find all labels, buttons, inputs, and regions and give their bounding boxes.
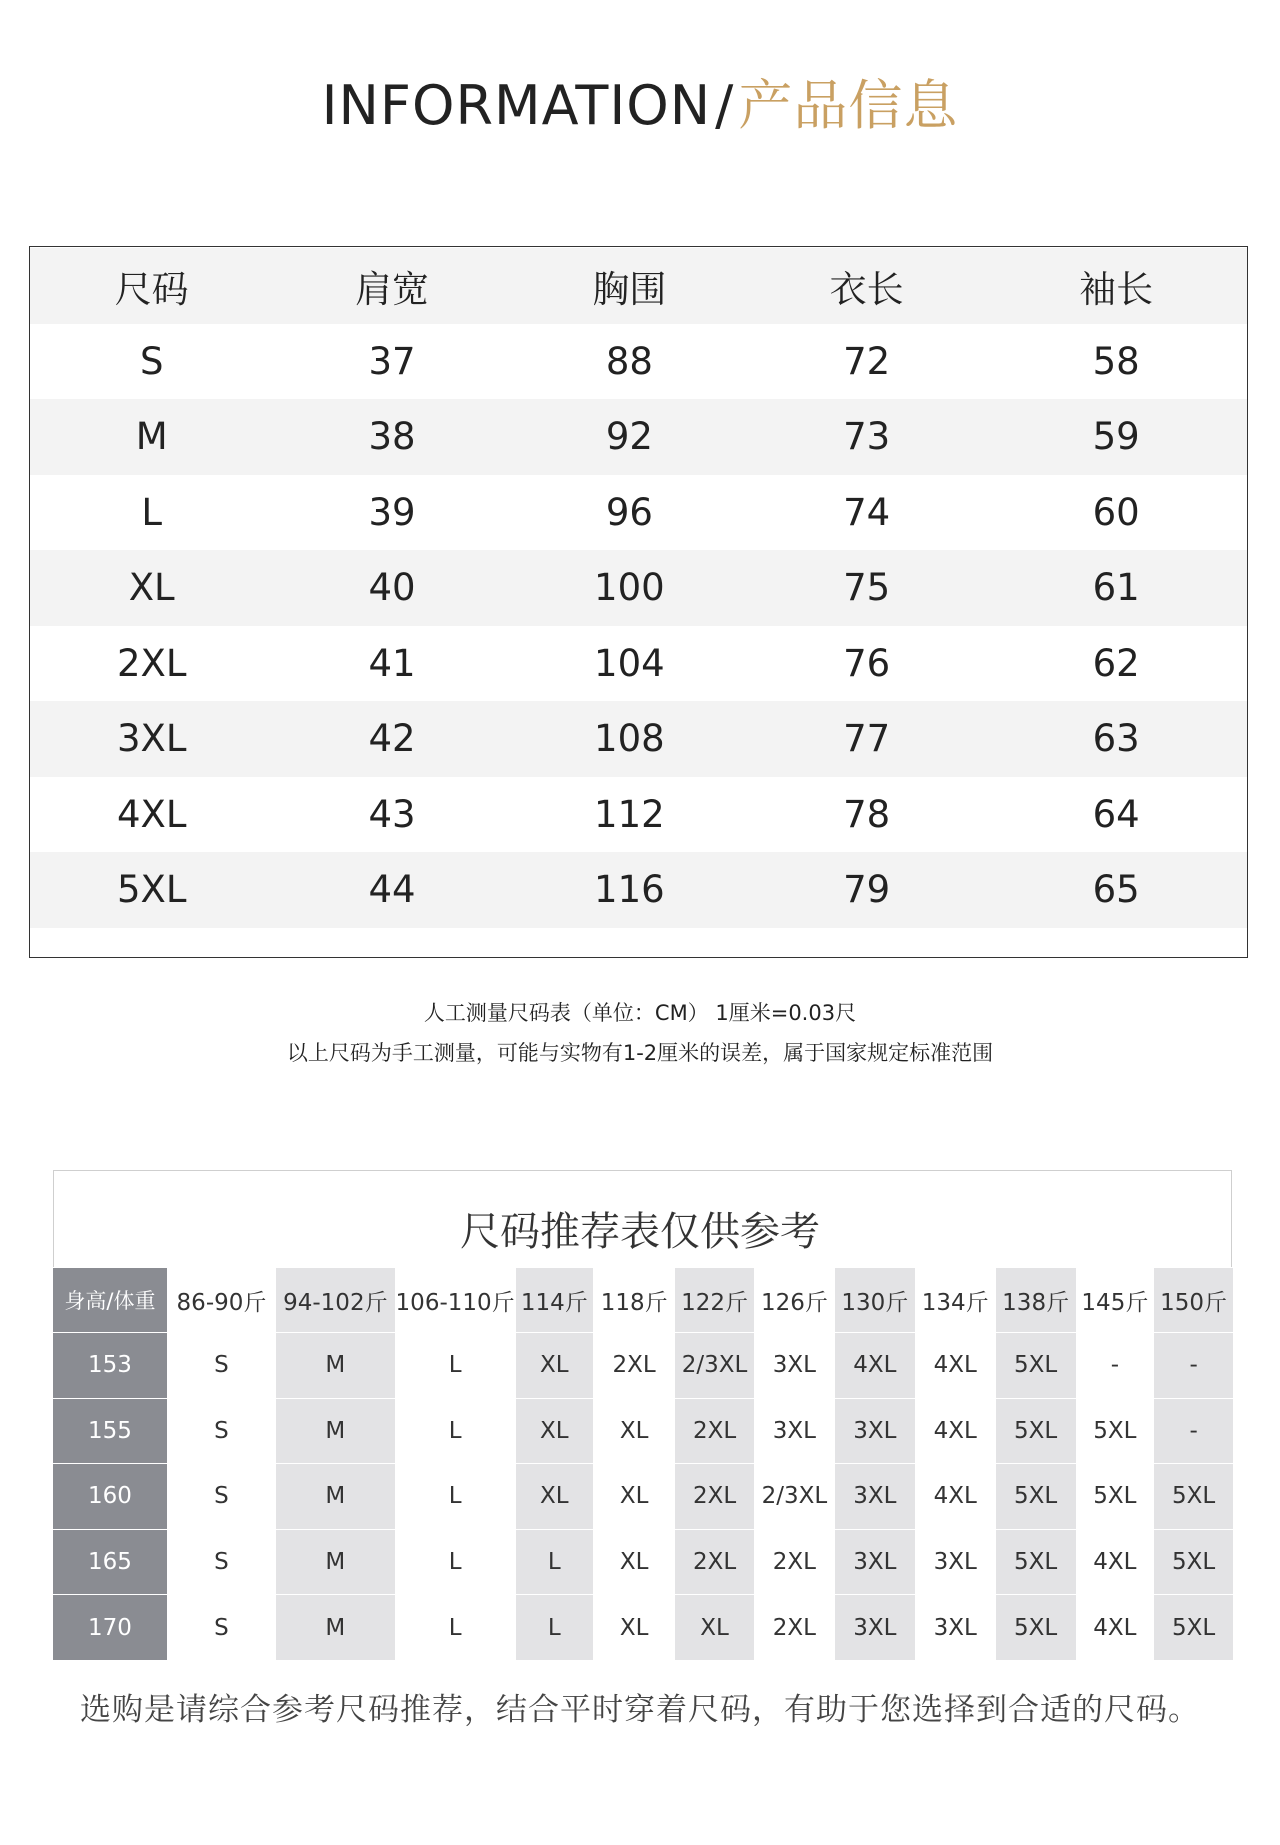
recommended-size-cell: L: [395, 1333, 516, 1399]
recommended-size-cell: 5XL: [996, 1595, 1076, 1661]
recommend-table: [53, 1268, 1233, 1661]
measurement-cell: 44: [368, 868, 416, 912]
recommended-size-cell: 2/3XL: [675, 1333, 754, 1399]
height-cell: 155: [53, 1398, 167, 1464]
page-title: [0, 70, 1280, 142]
measurement-cell: 65: [1092, 868, 1140, 912]
title-separator: /: [715, 74, 735, 137]
measurement-note: 人工测量尺码表（单位：CM） 1厘米=0.03尺: [423, 1001, 857, 1025]
recommended-size-cell: 2XL: [675, 1529, 754, 1595]
recommended-size-cell: 5XL: [1154, 1595, 1233, 1661]
measurement-cell: 88: [605, 339, 653, 383]
title-chinese: 产品信息: [738, 74, 959, 137]
recommended-size-cell: XL: [675, 1595, 754, 1661]
size-label-cell: M: [135, 415, 168, 459]
recommended-size-cell: 2XL: [675, 1464, 754, 1530]
recommended-size-cell: 5XL: [1154, 1529, 1233, 1595]
recommended-size-cell: 4XL: [915, 1398, 996, 1464]
size-label-cell: 2XL: [116, 641, 187, 685]
recommended-size-cell: -: [1076, 1333, 1155, 1399]
measurement-cell: 75: [843, 566, 891, 610]
weight-header-cell: 106-110斤: [395, 1268, 516, 1333]
recommended-size-cell: -: [1154, 1398, 1233, 1464]
size-chart-row: [30, 852, 1247, 928]
weight-header-cell: 86-90斤: [167, 1268, 276, 1333]
weight-header-cell: 150斤: [1154, 1268, 1233, 1333]
measurement-cell: 79: [843, 868, 891, 912]
recommend-corner-label: 身高/体重: [53, 1268, 167, 1333]
size-chart-header: 尺码: [114, 267, 189, 311]
recommended-size-cell: 5XL: [1076, 1398, 1155, 1464]
size-chart: [29, 246, 1248, 958]
weight-header-cell: 114斤: [516, 1268, 593, 1333]
measurement-cell: 78: [843, 792, 891, 836]
size-chart-header: 衣长: [829, 267, 904, 311]
recommended-size-cell: L: [395, 1529, 516, 1595]
size-chart-row: [30, 701, 1247, 777]
recommended-size-cell: XL: [516, 1398, 593, 1464]
measurement-cell: 61: [1092, 566, 1140, 610]
recommended-size-cell: 4XL: [1076, 1529, 1155, 1595]
weight-header-cell: 122斤: [675, 1268, 754, 1333]
weight-header-cell: 138斤: [996, 1268, 1076, 1333]
recommended-size-cell: M: [276, 1398, 395, 1464]
measurement-cell: 62: [1092, 641, 1140, 685]
recommended-size-cell: 5XL: [1154, 1464, 1233, 1530]
size-label-cell: 3XL: [116, 717, 187, 761]
recommend-row: [53, 1464, 1233, 1530]
measurement-cell: 40: [368, 566, 416, 610]
recommended-size-cell: 3XL: [754, 1398, 835, 1464]
size-label-cell: 4XL: [116, 792, 187, 836]
recommended-size-cell: XL: [593, 1529, 675, 1595]
measurement-cell: 58: [1092, 339, 1140, 383]
recommended-size-cell: 3XL: [915, 1595, 996, 1661]
measurement-cell: 60: [1092, 490, 1140, 534]
size-chart-header: 袖长: [1079, 267, 1154, 311]
recommended-size-cell: 4XL: [835, 1333, 915, 1399]
size-chart-row: [30, 475, 1247, 551]
weight-header-cell: 126斤: [754, 1268, 835, 1333]
size-chart-row: [30, 324, 1247, 400]
recommended-size-cell: 3XL: [835, 1529, 915, 1595]
recommended-size-cell: S: [167, 1333, 276, 1399]
size-label-cell: XL: [128, 566, 175, 610]
recommended-size-cell: S: [167, 1398, 276, 1464]
recommended-size-cell: L: [516, 1595, 593, 1661]
recommended-size-cell: 2/3XL: [754, 1464, 835, 1530]
measurement-cell: 64: [1092, 792, 1140, 836]
size-chart-row: [30, 777, 1247, 853]
recommended-size-cell: -: [1154, 1333, 1233, 1399]
recommended-size-cell: 2XL: [754, 1595, 835, 1661]
recommended-size-cell: 4XL: [1076, 1595, 1155, 1661]
measurement-cell: 77: [843, 717, 891, 761]
recommended-size-cell: XL: [516, 1464, 593, 1530]
recommended-size-cell: 3XL: [754, 1333, 835, 1399]
recommended-size-cell: L: [395, 1398, 516, 1464]
recommended-size-cell: 2XL: [675, 1398, 754, 1464]
size-chart-row: [30, 399, 1247, 475]
recommended-size-cell: 2XL: [593, 1333, 675, 1399]
measurement-cell: 104: [594, 641, 665, 685]
footer-advice: 选购是请综合参考尺码推荐，结合平时穿着尺码，有助于您选择到合适的尺码。: [80, 1692, 1200, 1728]
recommended-size-cell: 5XL: [996, 1398, 1076, 1464]
size-chart-header-row: [30, 248, 1247, 324]
size-label-cell: 5XL: [116, 868, 187, 912]
measurement-cell: 73: [843, 415, 891, 459]
height-cell: 165: [53, 1529, 167, 1595]
measurement-cell: 37: [368, 339, 416, 383]
measurement-cell: 108: [594, 717, 665, 761]
height-cell: 160: [53, 1464, 167, 1530]
recommended-size-cell: M: [276, 1595, 395, 1661]
recommend-row: [53, 1595, 1233, 1661]
recommended-size-cell: XL: [593, 1398, 675, 1464]
measurement-cell: 100: [594, 566, 665, 610]
measurement-cell: 63: [1092, 717, 1140, 761]
measurement-cell: 41: [368, 641, 416, 685]
recommended-size-cell: XL: [593, 1464, 675, 1530]
recommend-title: 尺码推荐表仅供参考: [460, 1209, 820, 1255]
measurement-cell: 72: [843, 339, 891, 383]
measurement-cell: 43: [368, 792, 416, 836]
size-chart-body: [30, 324, 1247, 928]
weight-header-cell: 134斤: [915, 1268, 996, 1333]
size-chart-header: 胸围: [592, 267, 667, 311]
recommended-size-cell: S: [167, 1529, 276, 1595]
measurement-cell: 96: [605, 490, 653, 534]
weight-header-cell: 118斤: [593, 1268, 675, 1333]
recommended-size-cell: L: [395, 1595, 516, 1661]
weight-header-cell: 94-102斤: [276, 1268, 395, 1333]
recommended-size-cell: S: [167, 1595, 276, 1661]
title-english: INFORMATION: [321, 74, 712, 137]
recommend-row: [53, 1333, 1233, 1399]
size-chart-table: [30, 248, 1247, 928]
recommended-size-cell: S: [167, 1464, 276, 1530]
recommended-size-cell: L: [516, 1529, 593, 1595]
measurement-cell: 42: [368, 717, 416, 761]
size-label-cell: L: [141, 490, 162, 534]
recommend-row: [53, 1529, 1233, 1595]
height-cell: 170: [53, 1595, 167, 1661]
recommended-size-cell: M: [276, 1333, 395, 1399]
recommended-size-cell: XL: [593, 1595, 675, 1661]
recommended-size-cell: XL: [516, 1333, 593, 1399]
recommended-size-cell: 3XL: [835, 1464, 915, 1530]
recommended-size-cell: 4XL: [915, 1333, 996, 1399]
recommended-size-cell: 4XL: [915, 1464, 996, 1530]
recommended-size-cell: L: [395, 1464, 516, 1530]
measurement-cell: 39: [368, 490, 416, 534]
size-chart-row: [30, 550, 1247, 626]
recommended-size-cell: 5XL: [1076, 1464, 1155, 1530]
size-label-cell: S: [139, 339, 164, 383]
measurement-cell: 59: [1092, 415, 1140, 459]
measurement-cell: 74: [843, 490, 891, 534]
measurement-cell: 116: [594, 868, 665, 912]
recommend-row: [53, 1398, 1233, 1464]
tolerance-note: 以上尺码为手工测量，可能与实物有1-2厘米的误差，属于国家规定标准范围: [286, 1041, 994, 1065]
weight-header-cell: 130斤: [835, 1268, 915, 1333]
recommended-size-cell: 5XL: [996, 1529, 1076, 1595]
measurement-cell: 38: [368, 415, 416, 459]
measurement-cell: 76: [843, 641, 891, 685]
measurement-cell: 92: [605, 415, 653, 459]
recommended-size-cell: 3XL: [835, 1595, 915, 1661]
size-chart-row: [30, 626, 1247, 702]
recommended-size-cell: 3XL: [835, 1398, 915, 1464]
recommended-size-cell: 5XL: [996, 1333, 1076, 1399]
recommended-size-cell: 5XL: [996, 1464, 1076, 1530]
measurement-cell: 112: [594, 792, 665, 836]
weight-header-cell: 145斤: [1076, 1268, 1155, 1333]
size-chart-header: 肩宽: [355, 267, 430, 311]
recommended-size-cell: M: [276, 1529, 395, 1595]
recommended-size-cell: M: [276, 1464, 395, 1530]
recommend-header-row: [53, 1268, 1233, 1333]
recommended-size-cell: 3XL: [915, 1529, 996, 1595]
height-cell: 153: [53, 1333, 167, 1399]
recommended-size-cell: 2XL: [754, 1529, 835, 1595]
